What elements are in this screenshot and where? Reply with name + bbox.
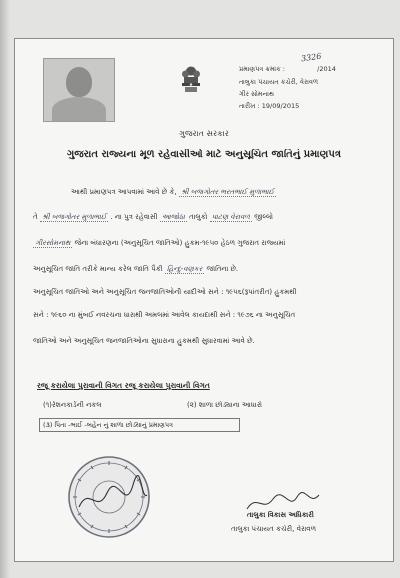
evidence-heading: રજૂ કરાયેલા પુરાવાની વિગત રજૂ કરાયેલા પુરાવાની વિગત xyxy=(37,381,210,390)
certificate-number-label: પ્રમાણપત્ર ક્રમાંક : xyxy=(239,65,285,73)
photo-head xyxy=(66,67,92,97)
body-line-5: અનુસૂચિત જાતિઓ અને અનુસૂચિત જનજાતિઓની યાદીઓ સને : ૧૯૫૬(રૂપાંતરીત) હુકમથી xyxy=(33,288,297,296)
evidence-item-3: (૩) પિતા -ભાઈ -બહેન નું શાળા છોડ્યાનું પ્રમાણપત્ર xyxy=(39,418,240,432)
body-line-2 xyxy=(33,212,381,223)
body-line-4-prefix: અનુસૂચિત જાતિ તરીકે માન્ય કરેલ જાતિ પૈકી xyxy=(33,265,163,273)
body-line-2-prefix: તે xyxy=(33,213,38,221)
evidence-item-1: (૧)રેશનકાર્ડની નકલ xyxy=(43,401,102,409)
district-label: જીલ્લો xyxy=(254,213,274,221)
signatory-designation: તાલુકા વિકાસ અધિકારી xyxy=(247,511,314,519)
father-name: શ્રી બજગોતર મુળાભાઈ xyxy=(41,213,107,221)
caste: હિન્દુ-વણકર xyxy=(166,265,203,273)
certificate-page xyxy=(14,38,394,562)
body-line-1 xyxy=(33,187,381,198)
certificate-number-year: /2014 xyxy=(317,65,336,73)
signatory-office: તાલુકા પંચાયત કચેરી, વેરાવળ xyxy=(231,525,317,533)
evidence-item-2: (૨) શાળા છોડ્યાના આધારો xyxy=(187,401,263,409)
applicant-photo xyxy=(43,58,115,122)
government-heading: ગુજરાત સરકાર xyxy=(179,129,229,138)
body-line-3 xyxy=(33,238,381,249)
issuing-district: ગીર સોમનાથ xyxy=(239,90,274,98)
certificate-number xyxy=(239,65,389,74)
photo-shoulders xyxy=(52,97,106,122)
taluka: પાટણ વેરાવળ xyxy=(211,213,250,221)
issue-date: તારીખ : 19/09/2015 xyxy=(239,102,300,110)
village: આજોઠા xyxy=(161,213,185,221)
scan-edge-shadow xyxy=(0,0,10,578)
body-line-2-mid: . ના પુત્ર રહેવાસી xyxy=(110,213,158,221)
certificate-title: ગુજરાત રાજ્યના મૂળ રહેવાસીઓ માટે અનુસૂચિત જાતિનું પ્રમાણપત્ર xyxy=(66,149,341,160)
body-line-6: સને : ૧૯૬૦ ના મુંબઈ નવરચના ધારાથી અમલમાં આવેલ કાયદાથી સને : ૧૯૭૬ ના અનુસૂચિત xyxy=(33,311,296,319)
certificate-number-handwritten: 3326 xyxy=(300,51,322,64)
body-line-7: જાતિઓ અને અનુસૂચિત જનજાતિઓના સુધારાના હુકમથી સુધારવામાં આવે છે. xyxy=(33,337,255,345)
district: ગીરસોમનાથ xyxy=(35,239,71,247)
national-emblem-icon xyxy=(180,65,202,95)
taluka-label: તાલુકો xyxy=(189,213,208,221)
body-line-4 xyxy=(33,264,381,275)
body-line-1-text: આથી પ્રમાણપત્ર આપવામાં આવે છે કે, xyxy=(71,188,177,196)
office-seal xyxy=(67,455,151,539)
holder-name: શ્રી બજગોતર ભરતભાઈ મુળાભાઈ xyxy=(180,188,274,196)
issuing-office: તાલુકા પંચાયત કચેરી, વેરાવળ xyxy=(239,78,319,86)
body-line-3-text: જેના બંધારણના (અનુસૂચિત જાતિઓ) હુકમ-૧૯૫૦ હેઠળ ગુજરાત રાજ્યમાં xyxy=(74,239,286,247)
body-line-4-suffix: જાતિના છે. xyxy=(206,265,239,273)
